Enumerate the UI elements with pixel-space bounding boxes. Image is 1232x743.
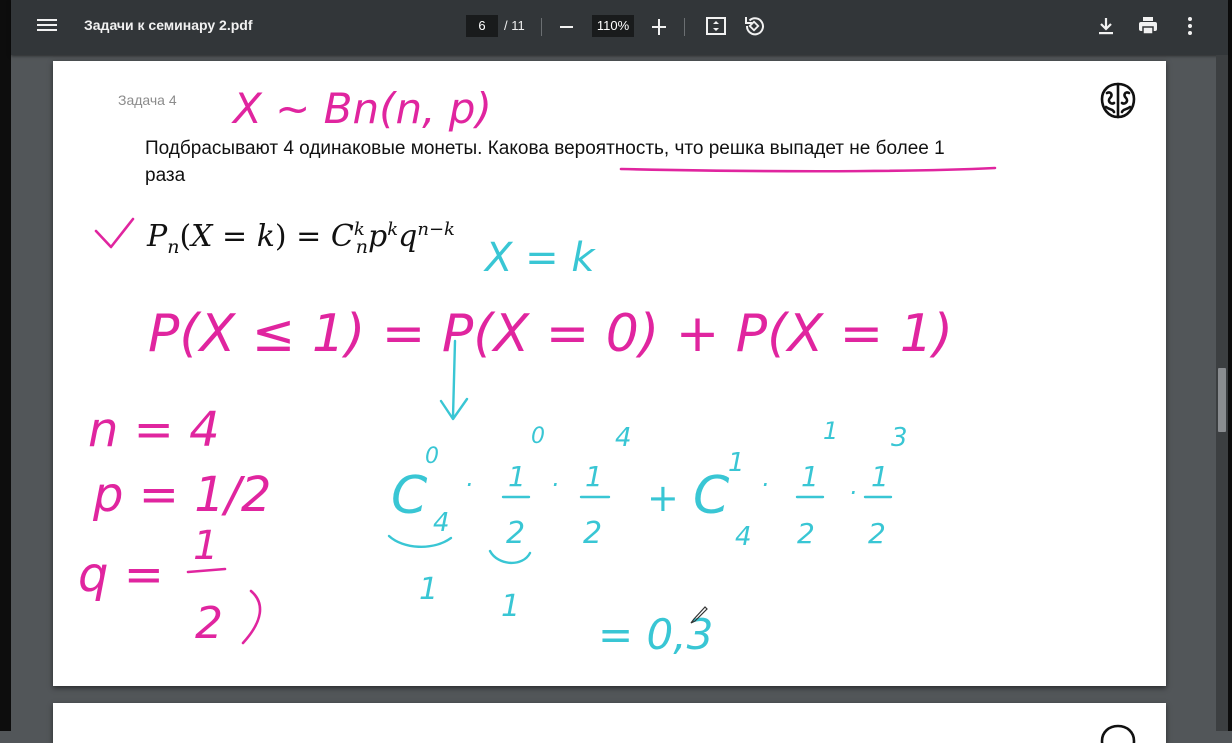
- brace-value-b: 1: [501, 589, 521, 624]
- combination-sup-0: 0: [425, 444, 439, 469]
- combination-sup-1: 1: [728, 448, 745, 478]
- hamburger-menu-icon[interactable]: [37, 16, 57, 36]
- document-title: Задачи к семинару 2.pdf: [84, 17, 253, 33]
- minus-icon[interactable]: [559, 15, 575, 37]
- dot-op-c: ·: [761, 471, 769, 499]
- plus-icon[interactable]: [651, 15, 667, 37]
- fraction-line: [188, 569, 225, 572]
- fit-to-page-icon[interactable]: [704, 14, 728, 38]
- toolbar-divider: [541, 18, 542, 36]
- toolbar-divider: [684, 18, 685, 36]
- binomial-formula: $P_n(X = k) = C^k_np^kq^{n-k}$: [147, 219, 455, 258]
- combination-c40: C: [391, 466, 428, 526]
- brace-value-a: 1: [419, 572, 439, 607]
- power-1: 1: [823, 417, 839, 445]
- substitution-note: X = k: [485, 235, 595, 281]
- half-num-c: 1: [801, 460, 819, 493]
- page-number-input[interactable]: 6: [466, 15, 498, 37]
- dot-op: ·: [465, 471, 473, 499]
- half-num-d: 1: [871, 460, 889, 493]
- more-vert-icon[interactable]: [1178, 14, 1202, 38]
- power-3: 3: [891, 423, 908, 453]
- power-0: 0: [531, 424, 545, 449]
- half-num-b: 1: [585, 460, 603, 493]
- check-mark: [96, 219, 133, 247]
- dot-op-d: ·: [849, 479, 857, 507]
- probability-sum-note: P(X ≤ 1) = P(X = 0) + P(X = 1): [148, 304, 954, 364]
- rotate-icon[interactable]: [742, 14, 766, 38]
- pdf-toolbar: [11, 0, 1228, 55]
- combination-c41: C: [693, 466, 730, 526]
- page-total: / 11: [504, 18, 525, 33]
- underline-mark: [621, 168, 995, 171]
- handwriting-layer: [53, 61, 1166, 686]
- distribution-note: X ~ Bn(n, p): [233, 84, 492, 133]
- n-value-note: n = 4: [88, 402, 220, 458]
- task-statement: Подбрасывают 4 одинаковые монеты. Какова вероятность, что решка выпадет не более 1 раза: [145, 138, 945, 186]
- brain-logo-icon: [1098, 723, 1138, 743]
- q-numerator: 1: [193, 523, 219, 569]
- combination-sub-4b: 4: [735, 522, 752, 552]
- pdf-page-next: [53, 703, 1166, 743]
- task-label: Задача 4: [118, 92, 177, 108]
- download-icon[interactable]: [1094, 14, 1118, 38]
- print-icon[interactable]: [1136, 14, 1160, 38]
- dot-op-b: ·: [551, 471, 559, 499]
- scrollbar-thumb[interactable]: [1218, 368, 1226, 432]
- plus-op: +: [647, 476, 679, 520]
- half-den-c: 2: [797, 517, 815, 550]
- half-den-d: 2: [868, 517, 886, 550]
- result-note: = 0,3: [598, 610, 714, 659]
- q-denominator: 2: [195, 598, 223, 649]
- combination-sub-4: 4: [433, 508, 450, 538]
- half-num-a: 1: [508, 460, 526, 493]
- brace-b: [490, 551, 530, 563]
- fraction-bar: [243, 591, 260, 643]
- p-value-note: p = 1/2: [93, 467, 272, 523]
- pdf-page: [53, 61, 1166, 686]
- power-4: 4: [615, 423, 632, 453]
- half-den-b: 2: [583, 516, 603, 551]
- zoom-level-input[interactable]: 110%: [592, 15, 634, 37]
- vertical-scrollbar[interactable]: [1216, 55, 1228, 731]
- q-label-note: q =: [78, 547, 164, 603]
- half-den-a: 2: [506, 516, 526, 551]
